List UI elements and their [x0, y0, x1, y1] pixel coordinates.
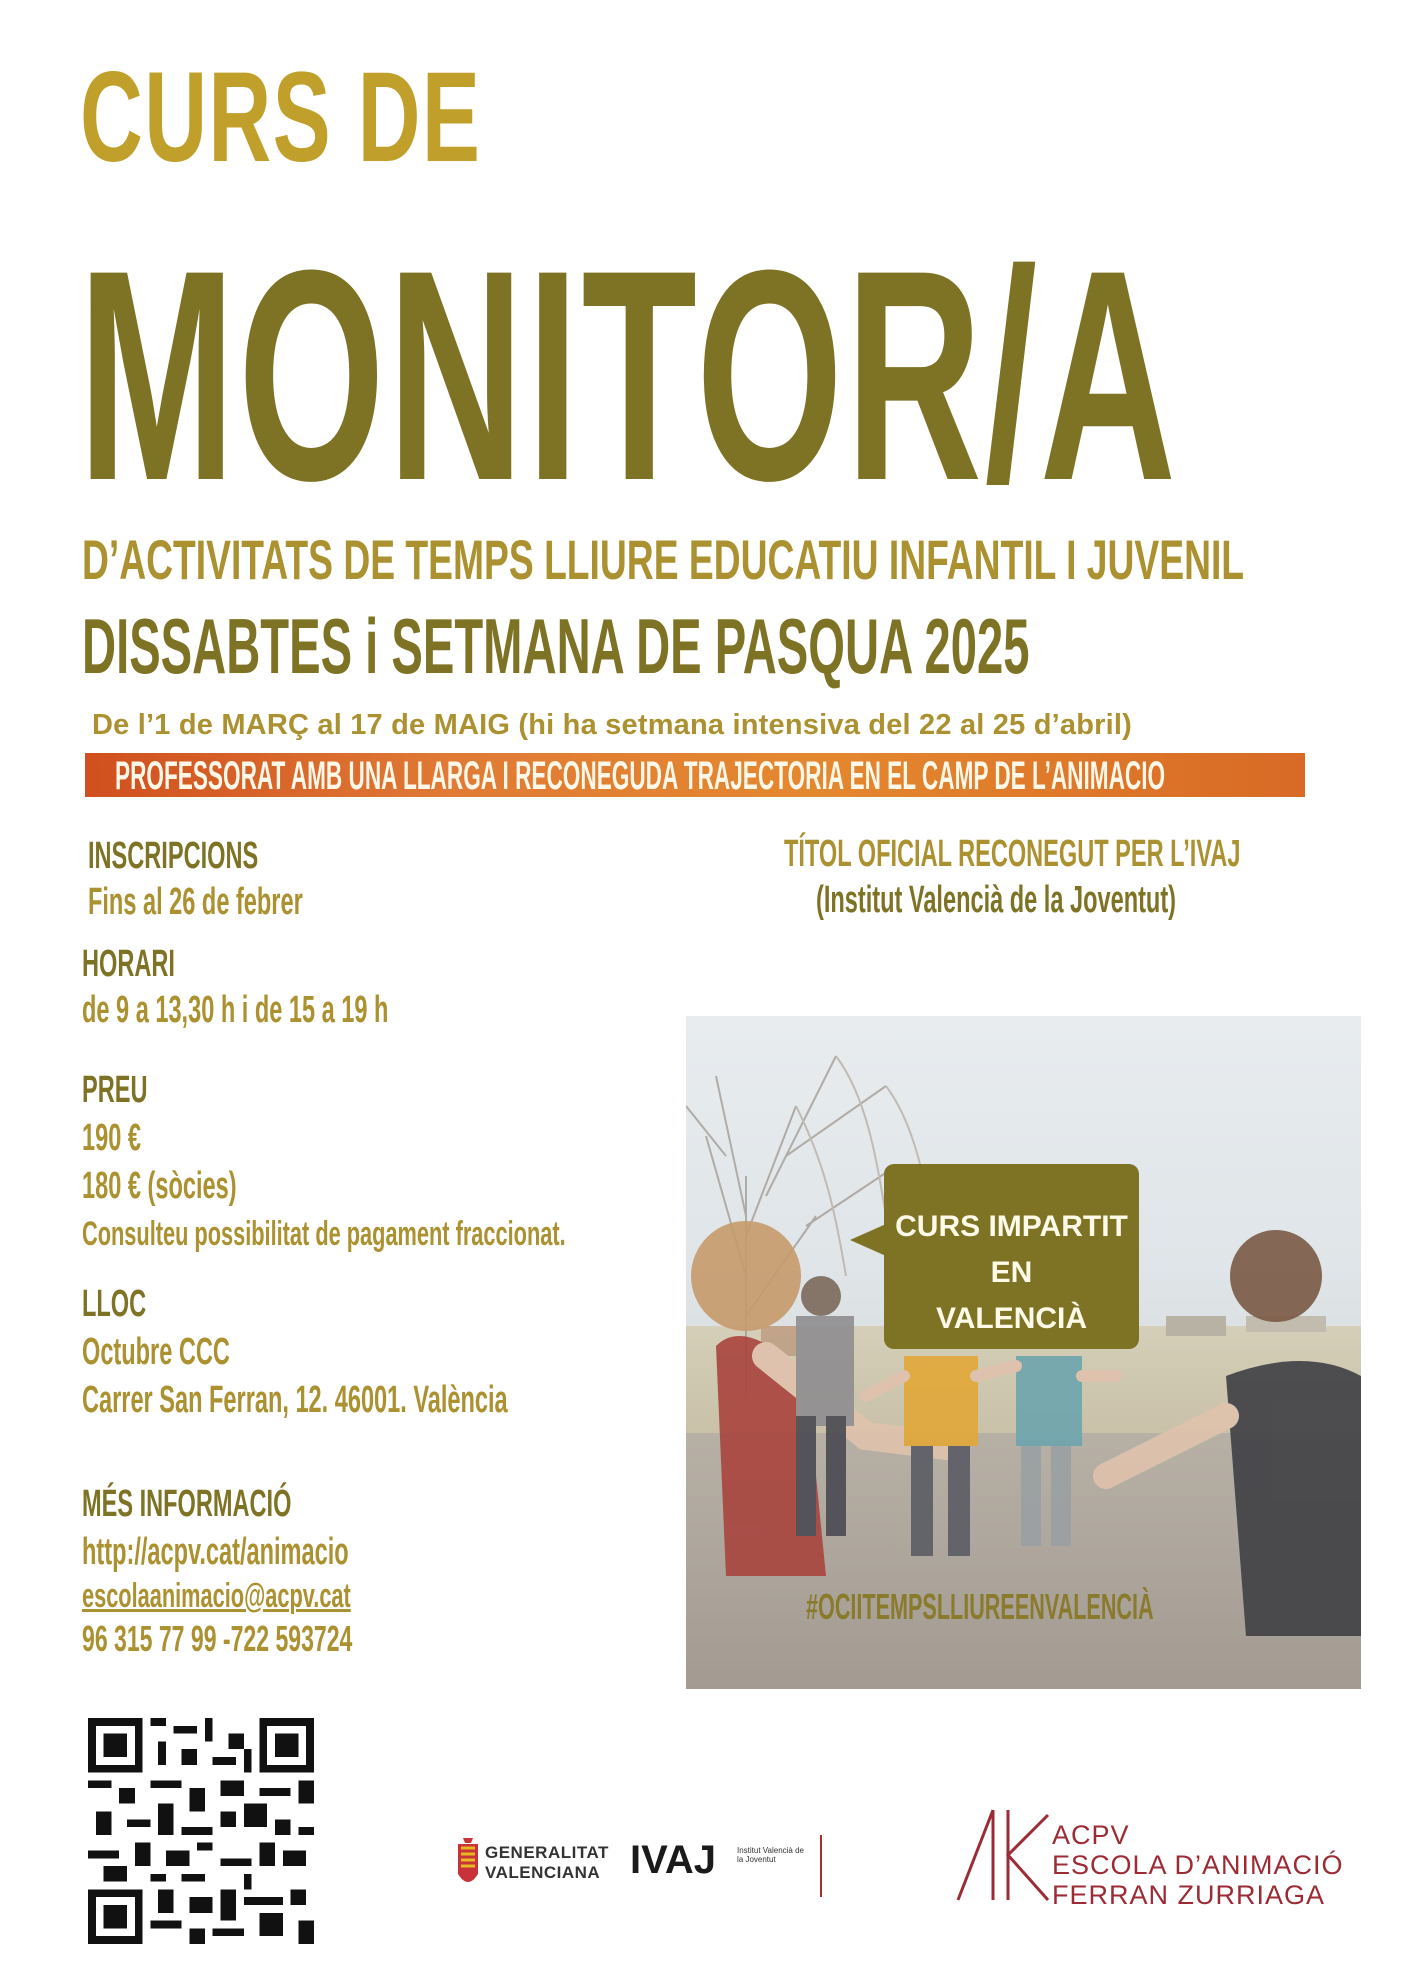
ivaj-subtitle: Institut Valencià de la Joventut	[737, 1846, 805, 1864]
preu-label: PREU	[82, 1069, 148, 1111]
website-link[interactable]: http://acpv.cat/animacio	[82, 1531, 349, 1573]
inscripcions-label: INSCRIPCIONS	[88, 835, 259, 877]
email-link[interactable]: escolaanimacio@acpv.cat	[82, 1577, 351, 1615]
bubble-line-1: CURS IMPARTIT EN	[895, 1210, 1128, 1289]
generalitat-logo-text	[485, 1843, 609, 1883]
acpv-line-1: ACPV	[1052, 1820, 1130, 1850]
preu-note: Consulteu possibilitat de pagament fraccionat.	[82, 1215, 566, 1253]
official-title: TÍTOL OFICIAL RECONEGUT PER L’IVAJ	[784, 833, 1241, 875]
banner-text: PROFESSORAT AMB UNA LLARGA I RECONEGUDA TRAJECTORIA EN EL CAMP DE L’ANIMACIO	[115, 754, 1166, 798]
group-photo	[686, 1016, 1361, 1689]
lloc-venue: Octubre CCC	[82, 1331, 230, 1373]
qr-code[interactable]	[88, 1718, 314, 1944]
acpv-line-3: FERRAN ZURRIAGA	[1052, 1880, 1326, 1910]
schedule-heading: DISSABTES i SETMANA DE PASQUA 2025	[82, 602, 1030, 690]
inscripcions-value: Fins al 26 de febrer	[88, 881, 303, 923]
logo-divider	[820, 1835, 822, 1897]
title-line-1: CURS DE	[80, 46, 482, 189]
horari-value: de 9 a 13,30 h i de 15 a 19 h	[82, 989, 389, 1031]
phone-numbers: 96 315 77 99 -722 593724	[82, 1618, 353, 1659]
subtitle: D’ACTIVITATS DE TEMPS LLIURE EDUCATIU INFANTIL I JUVENIL	[82, 528, 1245, 591]
date-range: De l’1 de MARÇ al 17 de MAIG (hi ha setmana intensiva del 22 al 25 d’abril)	[92, 709, 1132, 741]
speech-bubble	[884, 1164, 1139, 1349]
gva-line-2: VALENCIANA	[485, 1863, 601, 1882]
acpv-logo-icon	[948, 1805, 1058, 1905]
acpv-logo-text	[1052, 1820, 1344, 1910]
bubble-line-2: VALENCIÀ	[935, 1302, 1088, 1335]
hashtag: #OCIITEMPSLLIUREENVALENCIÀ	[806, 1586, 1154, 1627]
official-title-org: (Institut Valencià de la Joventut)	[816, 879, 1177, 921]
ivaj-logo: IVAJ	[630, 1838, 716, 1882]
title-line-2: MONITOR/A	[78, 207, 1179, 543]
horari-label: HORARI	[82, 943, 175, 985]
generalitat-shield-icon	[455, 1836, 481, 1896]
preu-standard: 190 €	[82, 1117, 141, 1159]
mes-informacio-label: MÉS INFORMACIÓ	[82, 1483, 292, 1525]
lloc-address: Carrer San Ferran, 12. 46001. València	[82, 1379, 508, 1421]
gva-line-1: GENERALITAT	[485, 1843, 609, 1862]
lloc-label: LLOC	[82, 1283, 147, 1325]
preu-members: 180 € (sòcies)	[82, 1165, 237, 1207]
acpv-line-2: ESCOLA D’ANIMACIÓ	[1052, 1850, 1344, 1880]
